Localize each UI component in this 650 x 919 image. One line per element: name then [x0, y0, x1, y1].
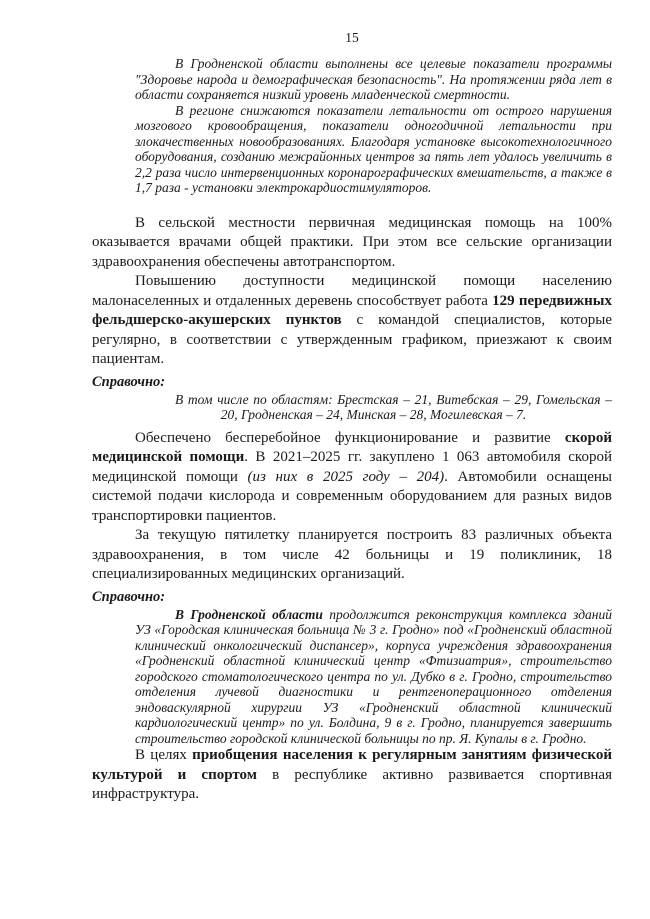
text-run: . В 2021–2025 гг. закуплено 1 063 автомобиля скорой медицинской помощи [92, 449, 612, 485]
paragraph-sport [92, 746, 612, 805]
reference-paragraph-grodno [135, 607, 612, 747]
text-run: продолжится реконструкция комплекса зданий УЗ «Городская клиническая больница № 3 г. Гродно» под «Гродненский областной клинический онкологический диспансер», корпуса учреждения здравоохранения «Гродненский областной клинический центр «Фтизиатрия», строительство городского стоматологического центра по ул. Дубко в г. Гродно, строительство отделения лучевой диагностики и рентгеноперационного отделения эндоваскулярной хирургии УЗ «Гродненский областной клинический кардиологический центр» по ул. Болдина, 9 в г. Гродно, планируется завершить строительство городской клинической больницы по пр. Я. Купалы в г. Гродно. [135, 606, 612, 746]
reference-heading-1: Справочно: [92, 373, 166, 390]
reference-paragraph-lethality: В регионе снижаются показатели летальности от острого нарушения мозгового кровообращения, показатели одногодичной летальности при злокачественных новообразованиях. Благодаря установке высокотехнологичного оборудования, созданию межрайонных центров за пять лет удалось увеличить в 2,2 раза число интервенционных коронарографических вмешательств, а также в 1,7 раза - установки электрокардиостимуляторов. [135, 102, 612, 195]
reference-block-regions [135, 392, 612, 423]
reference-block-grodno [135, 607, 612, 747]
paragraph-feldsher-points [92, 272, 612, 370]
bold-run-feldsher-points: 129 передвижных фельдшерско-акушерских пунктов [92, 292, 612, 328]
paragraph-construction-plan: За текущую пятилетку планируется построить 83 различных объекта здравоохранения, в том числе 42 больницы и 19 поликлиник, 18 специализированных медицинских организаций. [92, 527, 612, 582]
text-run: Повышению доступности медицинской помощи населению малонаселенных и отдаленных деревень способствует работа [92, 273, 612, 309]
text-run: В целях [135, 747, 193, 763]
reference-heading-2: Справочно: [92, 588, 166, 605]
paragraph-rural-care: В сельской местности первичная медицинская помощь на 100% оказывается врачами общей практики. При этом все сельские организации здравоохранения обеспечены автотранспортом. [92, 214, 612, 270]
text-run: Обеспечено бесперебойное функционирование и развитие [135, 429, 565, 446]
bold-run-ambulance: скорой медицинской помощи [92, 429, 612, 465]
bold-run-grodno-region: В Гродненской области [175, 606, 323, 622]
text-run: с командой специалистов, которые регулярно, в соответствии с утвержденным графиком, приезжают к своим пациентам. [92, 312, 612, 367]
paragraph-ambulance [92, 429, 612, 527]
intro-reference-block [135, 56, 612, 196]
text-run: в республике активно развивается спортивная инфраструктура. [92, 766, 612, 802]
bold-run-sport: приобщения населения к регулярным занятиям физической культурой и спортом [92, 747, 612, 783]
reference-paragraph-program-results: В Гродненской области выполнены все целевые показатели программы "Здоровье народа и демографическая безопасность". На протяжении ряда лет в области сохраняется низкий уровень младенческой смертности. [135, 56, 612, 102]
page-number: 15 [345, 30, 359, 45]
italic-run-2025-note: (из них в 2025 году – 204) [247, 468, 445, 485]
text-run: . Автомобили оснащены системой подачи кислорода и современным оборудованием для разных видов транспортировки пациентов. [92, 468, 612, 524]
reference-paragraph-regions: В том числе по областям: Брестская – 21, Витебская – 29, Гомельская – 20, Гродненская – 24, Минская – 28, Могилевская – 7. [175, 391, 612, 422]
